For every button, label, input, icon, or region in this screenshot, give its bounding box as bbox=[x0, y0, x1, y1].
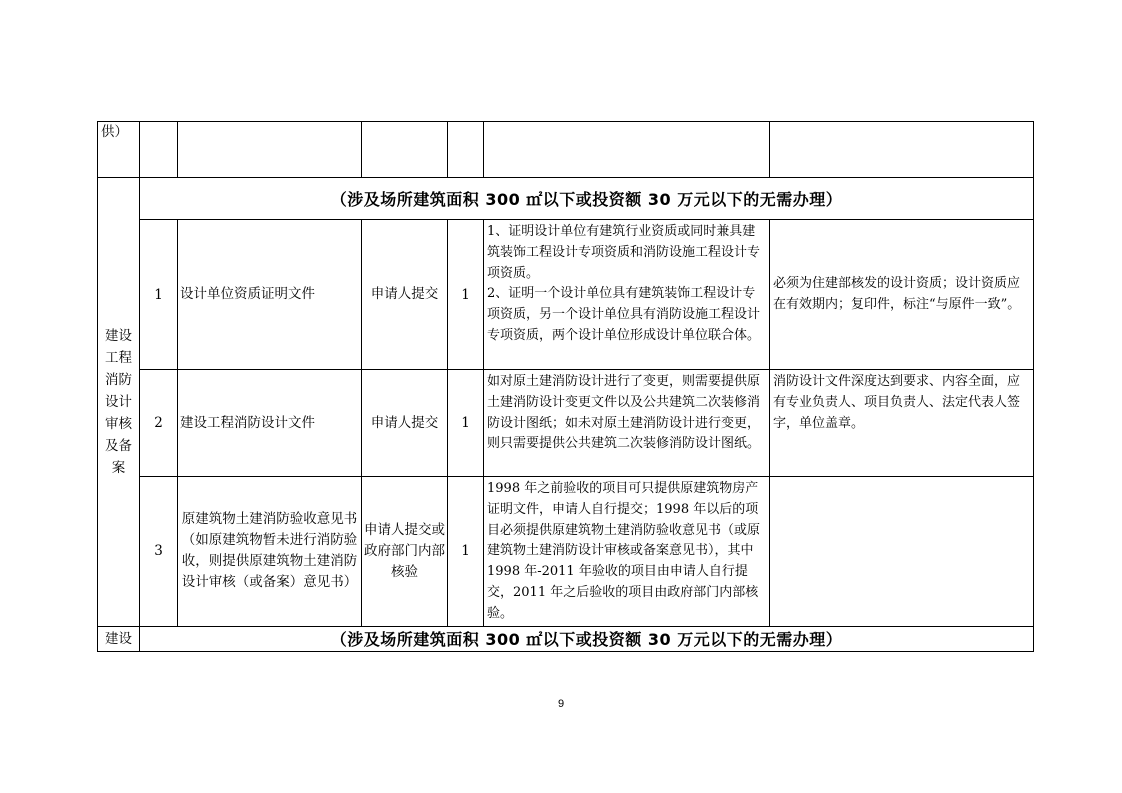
category-cell-next: 建设 bbox=[98, 626, 140, 651]
material-quantity: 1 bbox=[448, 370, 484, 477]
table-row bbox=[98, 220, 1034, 370]
empty-cell bbox=[484, 122, 770, 178]
material-name: 设计单位资质证明文件 bbox=[178, 220, 362, 370]
material-requirement: 1998 年之前验收的项目可只提供原建筑物房产证明文件，申请人自行提交；1998 年以后的项目必须提供原建筑物土建消防验收意见书（或原建筑物土建消防设计审核或备案意见书），其中 1998 年-2011 年验收的项目由申请人自行提交，2011 年之后验收的项目由政府部门内部核验。 bbox=[484, 477, 770, 627]
material-source: 申请人提交 bbox=[362, 220, 448, 370]
table-row-continuation bbox=[98, 122, 1034, 178]
material-source: 申请人提交或政府部门内部核验 bbox=[362, 477, 448, 627]
material-quantity: 1 bbox=[448, 220, 484, 370]
table-row bbox=[98, 477, 1034, 627]
material-name: 原建筑物土建消防验收意见书（如原建筑物暂未进行消防验收，则提供原建筑物土建消防设计审核（或备案）意见书） bbox=[178, 477, 362, 627]
page-number: 9 bbox=[557, 698, 565, 710]
item-number: 2 bbox=[140, 370, 178, 477]
material-source: 申请人提交 bbox=[362, 370, 448, 477]
empty-cell bbox=[362, 122, 448, 178]
empty-cell bbox=[178, 122, 362, 178]
empty-cell bbox=[448, 122, 484, 178]
material-quantity: 1 bbox=[448, 477, 484, 627]
material-requirement: 1、证明设计单位有建筑行业资质或同时兼具建筑装饰工程设计专项资质和消防设施工程设计专项资质。 2、证明一个设计单位具有建筑装饰工程设计专项资质，另一个设计单位具有消防设施工程设计专项资质，两个设计单位形成设计单位联合体。 bbox=[484, 220, 770, 370]
material-name: 建设工程消防设计文件 bbox=[178, 370, 362, 477]
item-number: 3 bbox=[140, 477, 178, 627]
requirements-table bbox=[97, 121, 1034, 652]
table-row-banner bbox=[98, 178, 1034, 220]
exemption-banner: （涉及场所建筑面积 300 ㎡以下或投资额 30 万元以下的无需办理） bbox=[140, 626, 1034, 651]
material-note bbox=[770, 477, 1034, 627]
material-note: 消防设计文件深度达到要求、内容全面，应有专业负责人、项目负责人、法定代表人签字，单位盖章。 bbox=[770, 370, 1034, 477]
material-note: 必须为住建部核发的设计资质；设计资质应在有效期内；复印件，标注“与原件一致”。 bbox=[770, 220, 1034, 370]
exemption-banner: （涉及场所建筑面积 300 ㎡以下或投资额 30 万元以下的无需办理） bbox=[140, 178, 1034, 220]
category-cell bbox=[98, 178, 140, 627]
table-row bbox=[98, 370, 1034, 477]
table-row-banner-bottom bbox=[98, 626, 1034, 651]
empty-cell bbox=[140, 122, 178, 178]
item-number: 1 bbox=[140, 220, 178, 370]
material-requirement: 如对原土建消防设计进行了变更，则需要提供原土建消防设计变更文件以及公共建筑二次装修消防设计图纸；如未对原土建消防设计进行变更，则只需要提供公共建筑二次装修消防设计图纸。 bbox=[484, 370, 770, 477]
category-label: 建设工程消防设计审核及备案 bbox=[105, 327, 132, 476]
empty-cell bbox=[770, 122, 1034, 178]
category-cell-continued: 供） bbox=[98, 122, 140, 178]
